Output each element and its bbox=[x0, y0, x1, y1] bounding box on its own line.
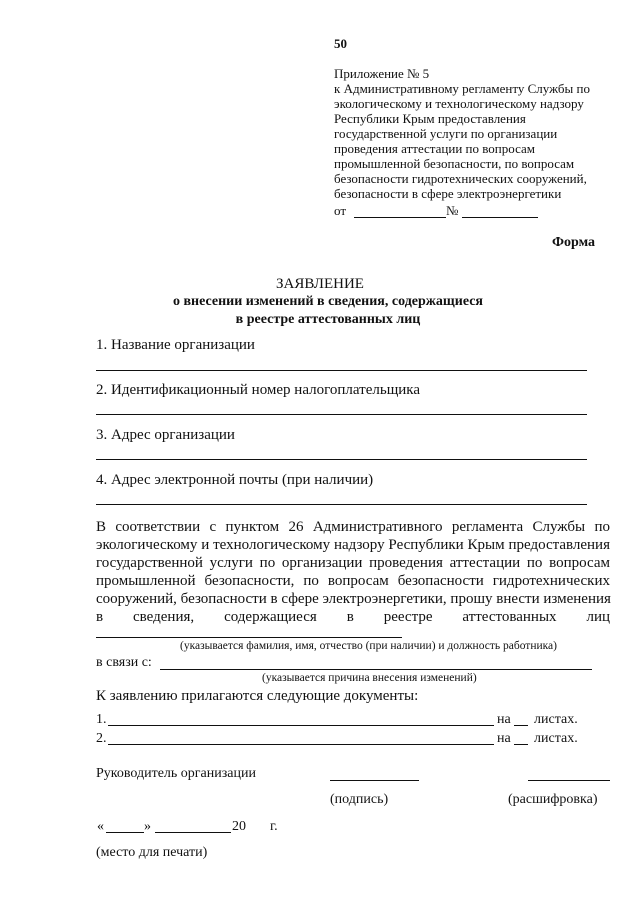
doc-sheets-label: листах. bbox=[534, 712, 578, 727]
date-close-quote: » bbox=[144, 819, 151, 834]
body-line: В соответствии с пунктом 26 Административного регламента Службы по bbox=[96, 519, 610, 535]
body-line: государственной услуги по организации проведения аттестации по вопросам bbox=[96, 555, 610, 571]
appendix-line: безопасности гидротехнических сооружений, bbox=[334, 171, 587, 186]
address-field[interactable] bbox=[96, 459, 587, 460]
appendix-line: государственной услуги по организации bbox=[334, 126, 558, 141]
field-address-label: 3. Адрес организации bbox=[96, 427, 235, 443]
date-day-field[interactable] bbox=[106, 832, 144, 833]
docs-heading: К заявлению прилагаются следующие документы: bbox=[96, 688, 419, 704]
date-open-quote: « bbox=[97, 819, 104, 834]
field-organization-name-label: 1. Название организации bbox=[96, 337, 255, 353]
sign-label: (подпись) bbox=[330, 792, 389, 807]
document-title: ЗАЯВЛЕНИЕ bbox=[276, 276, 364, 292]
doc-on-label: на bbox=[497, 712, 511, 727]
head-label: Руководитель организации bbox=[96, 766, 256, 781]
worker-hint: (указывается фамилия, имя, отчество (при наличии) и должность работника) bbox=[180, 640, 557, 652]
body-line: сооружений, безопасности в сфере электроэнергетики, прошу внести изменения bbox=[96, 591, 611, 607]
reason-hint: (указывается причина внесения изменений) bbox=[262, 672, 477, 684]
appendix-line: Республики Крым предоставления bbox=[334, 111, 526, 126]
doc-number: 1. bbox=[96, 712, 107, 727]
field-email-label: 4. Адрес электронной почты (при наличии) bbox=[96, 472, 374, 488]
appendix-number-label: № bbox=[446, 203, 459, 218]
date-year-suffix: г. bbox=[270, 819, 278, 834]
doc-sheets-label: листах. bbox=[534, 731, 578, 746]
appendix-from-label: от bbox=[334, 203, 347, 218]
organization-name-field[interactable] bbox=[96, 370, 587, 371]
body-line: экологическому и технологическому надзору Республики Крым предоставления bbox=[96, 537, 610, 553]
doc-2-field[interactable] bbox=[108, 744, 494, 745]
field-inn-label: 2. Идентификационный номер налогоплательщика bbox=[96, 382, 421, 398]
worker-name-field[interactable] bbox=[96, 637, 402, 638]
inn-field[interactable] bbox=[96, 414, 587, 415]
date-year-prefix: 20 bbox=[232, 819, 246, 834]
page-number: 50 bbox=[334, 36, 347, 51]
doc-number: 2. bbox=[96, 731, 107, 746]
body-line: в сведения, содержащиеся в реестре аттестованных лиц bbox=[96, 609, 610, 625]
decode-field[interactable] bbox=[528, 780, 610, 781]
decode-label: (расшифровка) bbox=[508, 792, 598, 807]
appendix-line: проведения аттестации по вопросам bbox=[334, 141, 535, 156]
body-line: промышленной безопасности, по вопросам безопасности гидротехнических bbox=[96, 573, 610, 589]
signature-field[interactable] bbox=[330, 780, 419, 781]
number-blank-line[interactable] bbox=[462, 217, 538, 218]
email-field[interactable] bbox=[96, 504, 587, 505]
reason-label: в связи с: bbox=[96, 655, 152, 670]
doc-1-field[interactable] bbox=[108, 725, 494, 726]
appendix-line: промышленной безопасности, по вопросам bbox=[334, 156, 575, 171]
document-subtitle: о внесении изменений в сведения, содержащиеся bbox=[172, 294, 483, 309]
date-month-field[interactable] bbox=[155, 832, 231, 833]
appendix-line: Приложение № 5 bbox=[334, 66, 430, 81]
doc-on-label: на bbox=[497, 731, 511, 746]
document-subtitle: в реестре аттестованных лиц bbox=[235, 312, 421, 327]
appendix-line: экологическому и технологическому надзору bbox=[334, 96, 584, 111]
date-blank-line[interactable] bbox=[354, 217, 446, 218]
reason-field[interactable] bbox=[160, 669, 592, 670]
doc-1-sheets-field[interactable] bbox=[514, 725, 528, 726]
form-label: Форма bbox=[552, 235, 596, 250]
appendix-line: к Административному регламенту Службы по bbox=[334, 81, 590, 96]
stamp-label: (место для печати) bbox=[96, 845, 208, 860]
appendix-line: безопасности в сфере электроэнергетики bbox=[334, 186, 562, 201]
doc-2-sheets-field[interactable] bbox=[514, 744, 528, 745]
